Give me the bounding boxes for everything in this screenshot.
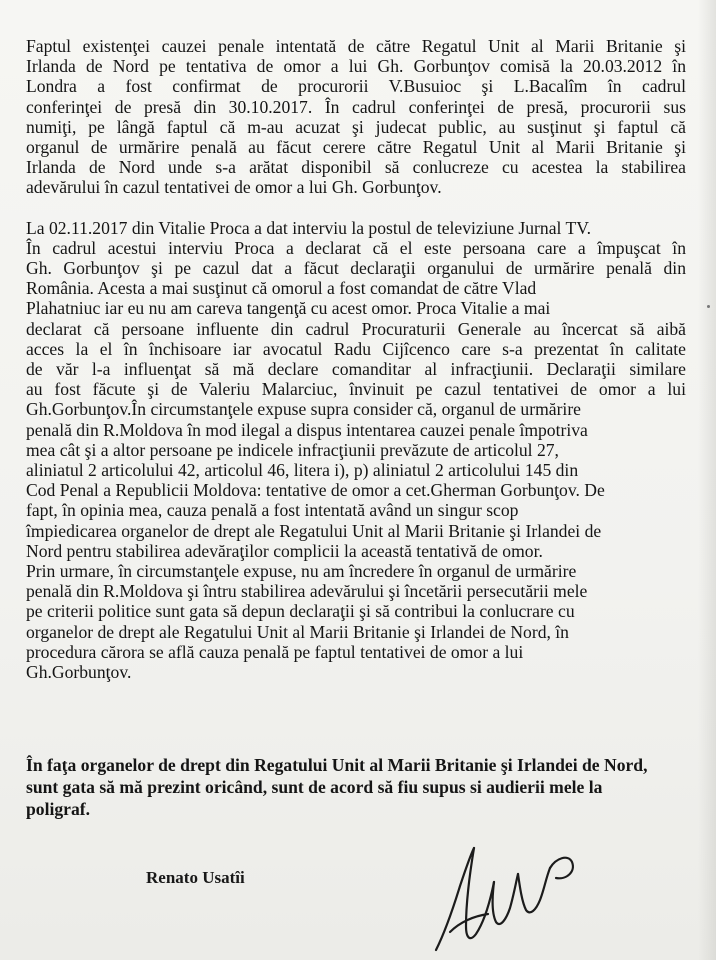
text-line: La 02.11.2017 din Vitalie Proca a dat interviu la postul de televiziune Jurnal TV.: [26, 217, 592, 238]
text-line: acces la el în închisoare iar avocatul Radu Cijîcenco care s-a prezentat în calitate: [26, 338, 686, 359]
text-line: procedura cărora se află cauza penală pe faptul tentativei de omor a lui: [26, 641, 524, 662]
text-line: Gh.Gorbunţov.: [26, 662, 132, 683]
text-line: sunt gata să mă prezint oricând, sunt de acord să fiu supus si audierii mele la: [26, 777, 603, 797]
text-line: conferinţei de presă din 30.10.2017. În cadrul conferinţei de presă, procurorii sus: [26, 96, 686, 117]
text-line: fapt, în opinia mea, cauza penală a fost intentată având un singur scop: [26, 500, 519, 521]
text-line: România. Acesta a mai susţinut că omorul a fost comandat de către Vlad: [26, 278, 537, 299]
text-line: au fost făcute şi de Valeriu Malarciuc, învinuit pe cazul tentativei de omor a lui: [26, 379, 686, 400]
paragraph-proca-interview: [26, 218, 686, 683]
text-line: poligraf.: [26, 799, 91, 819]
document-body: [26, 36, 686, 682]
text-line: penală din R.Moldova în mod ilegal a dispus intentarea cauzei penale împotriva: [26, 419, 588, 440]
text-line: Plahatniuc iar eu nu am careva tangenţă cu acest omor. Proca Vitalie a mai: [26, 298, 551, 319]
text-line: Cod Penal a Republicii Moldova: tentative de omor a cet.Gherman Gorbunţov. De: [26, 480, 605, 501]
text-line: Gh.Gorbunţov.În circumstanţele expuse supra consider că, organul de urmărire: [26, 399, 581, 420]
text-line: împiedicarea organelor de drept ale Regatului Unit al Marii Britanie şi Irlandei de: [26, 520, 602, 541]
text-line: mea cât şi a altor persoane pe indicele infracţiunii prevăzute de articolul 27,: [26, 439, 559, 460]
text-line: În faţa organelor de drept din Regatului Unit al Marii Britanie şi Irlandei de Nord,: [26, 755, 648, 775]
text-line: Irlanda de Nord pe tentativa de omor a lui Gh. Gorbunţov comisă la 20.03.2012 în: [26, 56, 686, 77]
closing-statement: [26, 754, 646, 820]
text-line: Nord pentru stabilirea adevăraţilor complicii la această tentativă de omor.: [26, 540, 543, 561]
text-line: Faptul existenţei cauzei penale intentată de către Regatul Unit al Marii Britanie şi: [26, 36, 686, 56]
paragraph-gorbuntov-case: [26, 36, 686, 198]
text-line: organelor de drept ale Regatului Unit al Marii Britanie şi Irlandei de Nord, în: [26, 621, 569, 642]
text-line: declarat că persoane influente din cadrul Procuraturii Generale au încercat să aibă: [26, 318, 686, 339]
text-line: aliniatul 2 articolului 42, articolul 46, litera i), p) aliniatul 2 articolului 145 din: [26, 460, 579, 481]
scan-speck: [707, 305, 710, 308]
signatory-name: Renato Usatîi: [146, 868, 245, 887]
page-edge-shadow: [698, 0, 716, 960]
text-line: penală din R.Moldova şi întru stabilirea adevărului şi încetării persecutării mele: [26, 581, 588, 602]
text-line: pe criterii politice sunt gata să depun declaraţii şi să contribui la conlucrare cu: [26, 601, 575, 622]
text-line: numiţi, pe lângă faptul că m-au acuzat şi judecat public, au susţinut şi faptul că: [26, 116, 686, 137]
handwritten-signature: [430, 822, 600, 957]
text-line: adevărului în cazul tentativei de omor a lui Gh. Gorbunţov.: [26, 177, 442, 198]
text-line: de văr l-a influenţat să mă declare comanditar al infracţiunii. Declaraţii similare: [26, 359, 686, 380]
text-line: Gh. Gorbunţov şi pe cazul dat a făcut declaraţii organului de urmărire penală din: [26, 258, 686, 279]
text-line: Irlanda de Nord unde s-a arătat disponibil să conlucreze cu acestea la stabilirea: [26, 157, 686, 178]
text-line: Londra a fost confirmat de procurorii V.Busuioc şi L.Bacalîm în cadrul: [26, 76, 686, 97]
text-line: Prin urmare, în circumstanţele expuse, nu am încredere în organul de urmărire: [26, 561, 577, 582]
text-line: organul de urmărire penală au făcut cerere către Regatul Unit al Marii Britanie şi: [26, 137, 686, 158]
text-line: În cadrul acestui interviu Proca a declarat că el este persoana care a împuşcat în: [26, 237, 686, 258]
